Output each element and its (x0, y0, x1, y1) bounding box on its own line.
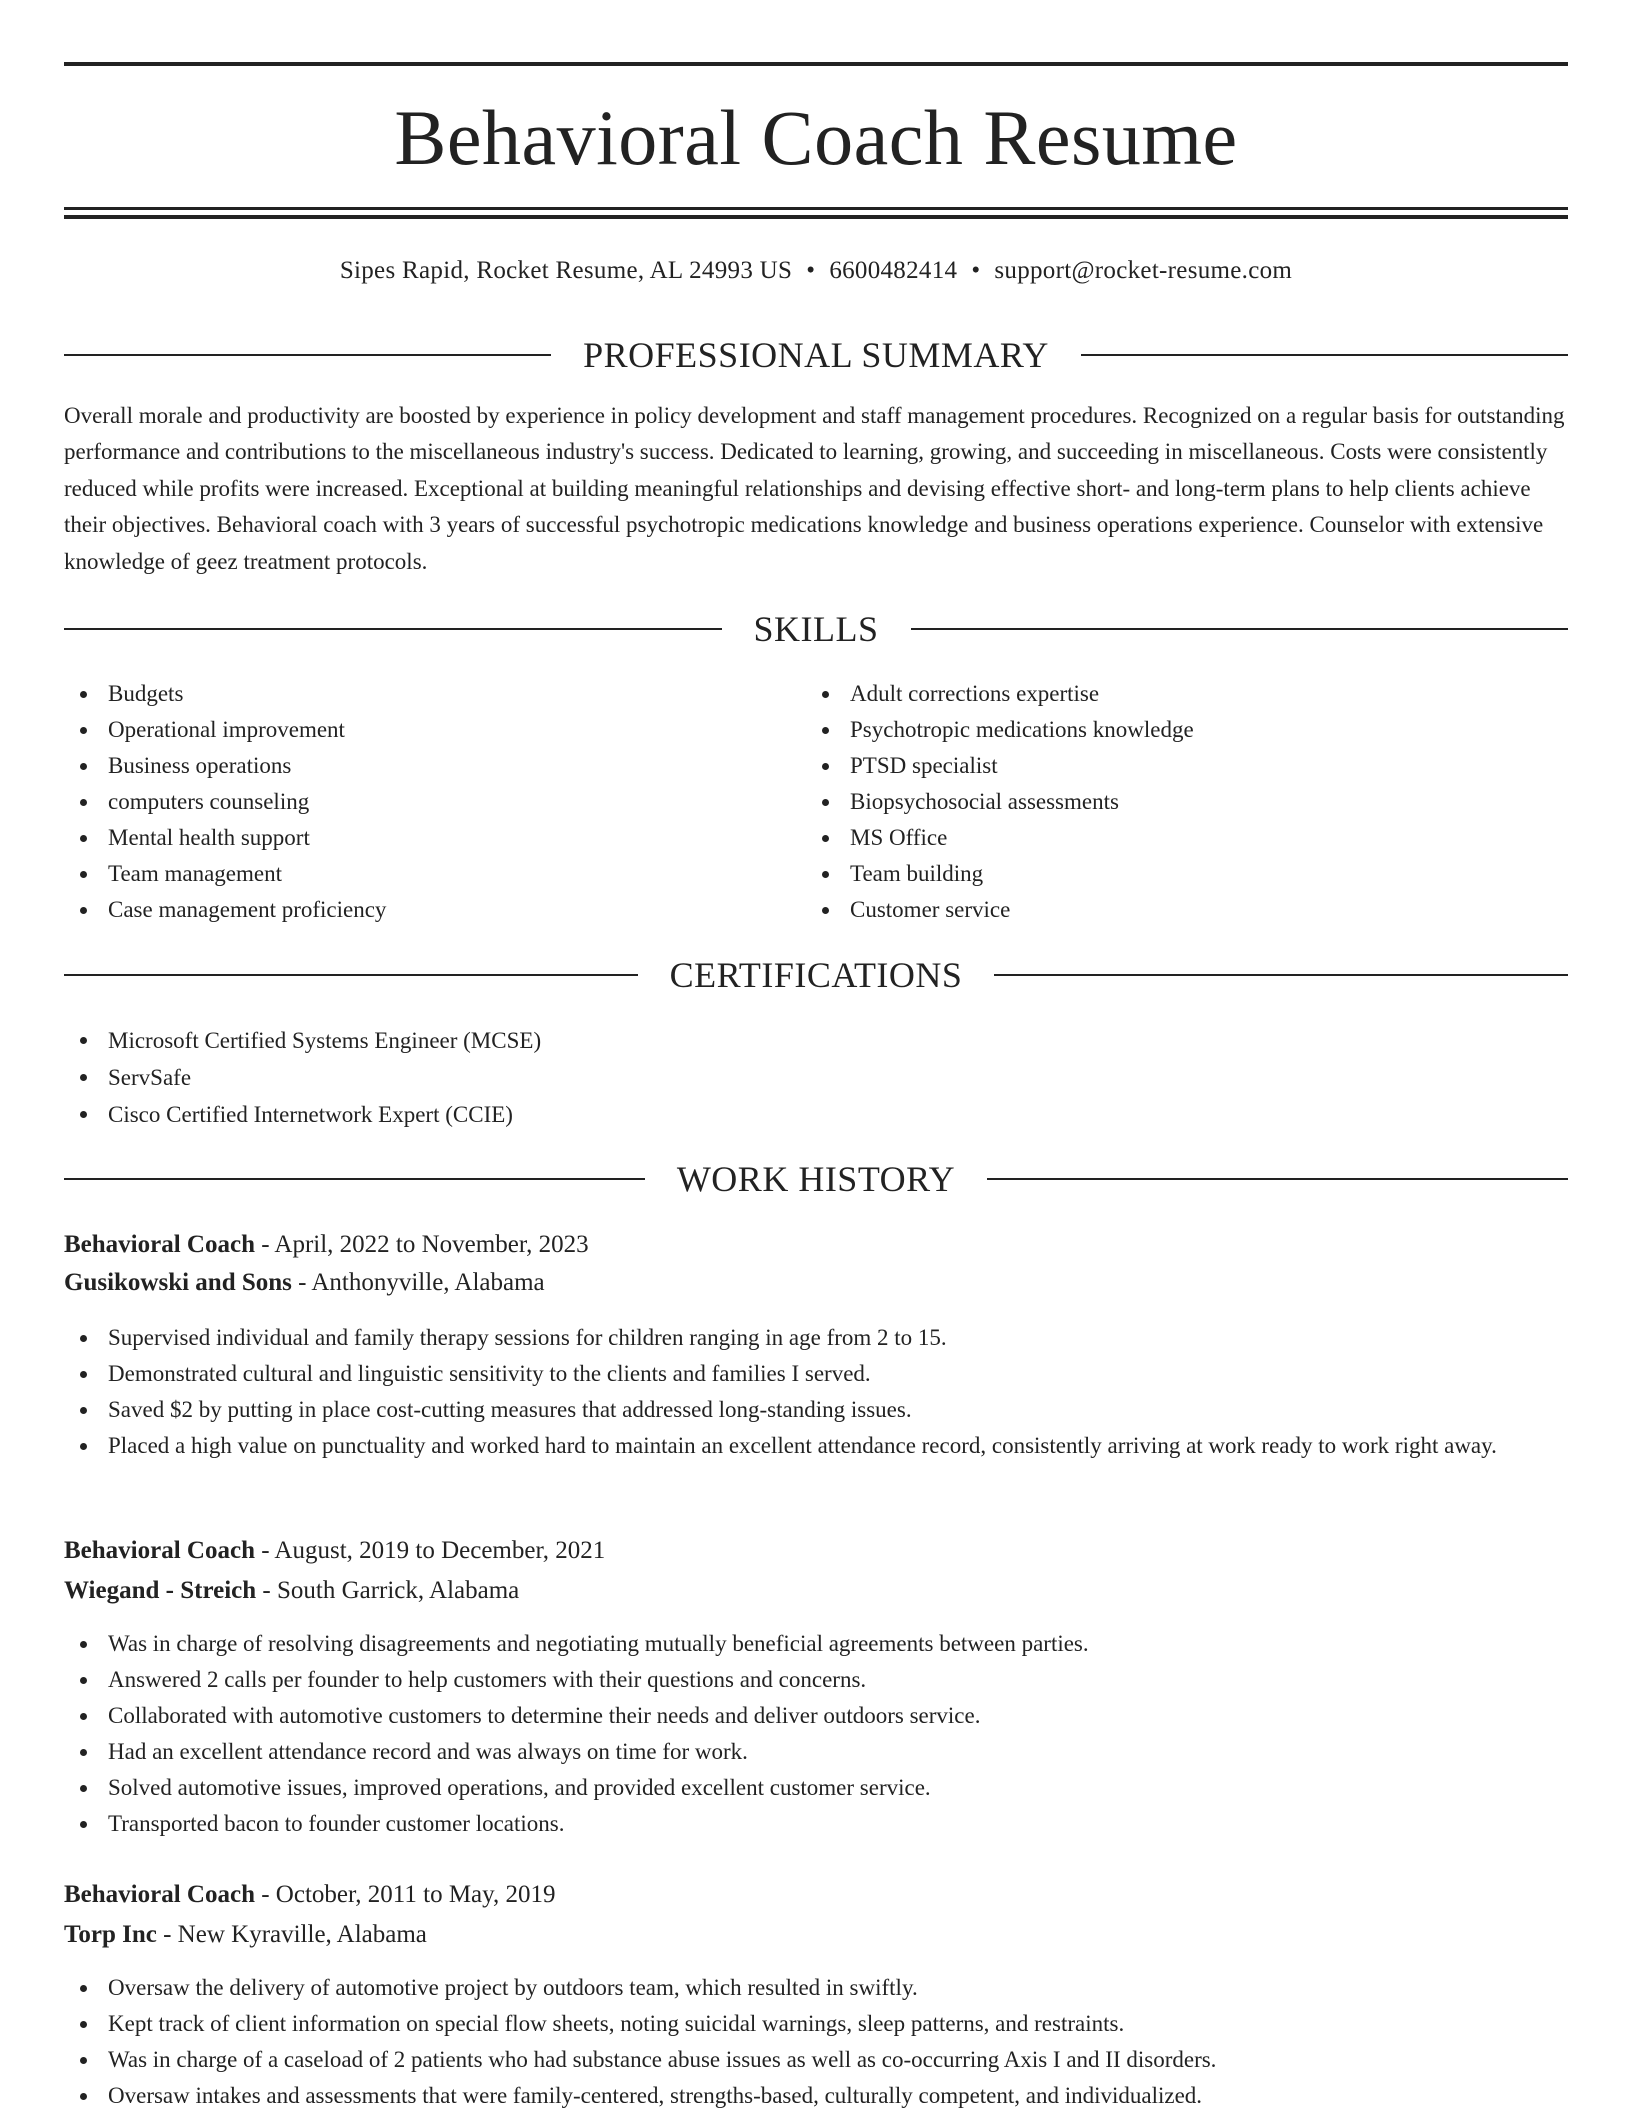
contact-separator: • (806, 257, 816, 284)
heading-rule (64, 1178, 645, 1180)
job-location: - South Garrick, Alabama (256, 1577, 520, 1604)
section-heading-summary (64, 333, 1568, 377)
skill-item: computers counseling (64, 784, 784, 820)
duty-item: Saved $2 by putting in place cost-cutting measures that addressed long-standing issues. (64, 1392, 1568, 1428)
contact-separator: • (971, 257, 981, 284)
job-company-line (64, 1573, 1568, 1609)
skill-item: Psychotropic medications knowledge (806, 712, 1566, 748)
section-title: WORK HISTORY (676, 1159, 956, 1199)
job-title-line (64, 1533, 1568, 1569)
duty-item: Answered 2 calls per founder to help customers with their questions and concerns. (64, 1662, 1568, 1698)
heading-rule (64, 974, 638, 976)
job-company: Gusikowski and Sons (64, 1269, 292, 1296)
certifications-list (64, 1022, 1568, 1133)
job-title-line (64, 1877, 1568, 1913)
job-location: - New Kyraville, Alabama (156, 1921, 427, 1948)
certification-item: Microsoft Certified Systems Engineer (MCSE) (64, 1022, 1568, 1059)
contact-line (64, 254, 1568, 288)
skill-item: Team building (806, 856, 1566, 892)
section-title: CERTIFICATIONS (669, 955, 963, 995)
section-heading-work-history (64, 1157, 1568, 1201)
job-company: Torp Inc (64, 1921, 157, 1948)
page-title: Behavioral Coach Resume (394, 94, 1238, 181)
job-duties-list (64, 1626, 1568, 1842)
certification-item: Cisco Certified Internetwork Expert (CCIE) (64, 1096, 1568, 1133)
job-location: - Anthonyville, Alabama (291, 1269, 545, 1296)
contact-address: Sipes Rapid, Rocket Resume, AL 24993 US (339, 257, 793, 284)
job-company-line (64, 1917, 1568, 1953)
skill-item: Case management proficiency (64, 892, 784, 928)
contact-phone: 6600482414 (829, 257, 958, 284)
skill-item: Adult corrections expertise (806, 676, 1566, 712)
section-title: SKILLS (753, 609, 879, 649)
top-rule (64, 62, 1568, 66)
job-title-line (64, 1227, 1568, 1263)
job-dates: - August, 2019 to December, 2021 (254, 1537, 606, 1564)
duty-item: Placed a high value on punctuality and worked hard to maintain an excellent attendance record, consistently arriving at work ready to work right away. (64, 1428, 1568, 1464)
skill-item: Budgets (64, 676, 784, 712)
duty-item: Kept track of client information on special flow sheets, noting suicidal warnings, sleep patterns, and restraints. (64, 2006, 1568, 2042)
job-company-line (64, 1265, 1568, 1301)
heading-rule (64, 354, 551, 356)
heading-rule (987, 1178, 1568, 1180)
skill-item: Mental health support (64, 820, 784, 856)
job-duties-list (64, 1320, 1568, 1464)
skill-item: Team management (64, 856, 784, 892)
certification-item: ServSafe (64, 1059, 1568, 1096)
heading-rule (1081, 354, 1568, 356)
skills-list-left (64, 676, 784, 928)
heading-rule (911, 628, 1569, 630)
duty-item: Oversaw the delivery of automotive project by outdoors team, which resulted in swiftly. (64, 1970, 1568, 2006)
skill-item: MS Office (806, 820, 1566, 856)
duty-item: Transported bacon to founder customer locations. (64, 1806, 1568, 1842)
job-title: Behavioral Coach (64, 1231, 255, 1258)
duty-item: Collaborated with automotive customers to determine their needs and deliver outdoors service. (64, 1698, 1568, 1734)
duty-item: Had an excellent attendance record and was always on time for work. (64, 1734, 1568, 1770)
heading-rule (64, 628, 722, 630)
section-heading-certifications (64, 953, 1568, 997)
job-title: Behavioral Coach (64, 1537, 255, 1564)
job-dates: - April, 2022 to November, 2023 (254, 1231, 589, 1258)
job-title: Behavioral Coach (64, 1881, 255, 1908)
title-double-rule (64, 207, 1568, 219)
skill-item: Biopsychosocial assessments (806, 784, 1566, 820)
job-company: Wiegand - Streich (64, 1577, 257, 1604)
duty-item: Was in charge of a caseload of 2 patients who had substance abuse issues as well as co-occurring Axis I and II disorders. (64, 2042, 1568, 2078)
duty-item: Oversaw intakes and assessments that were family-centered, strengths-based, culturally competent, and individualized. (64, 2078, 1568, 2114)
section-heading-skills (64, 607, 1568, 651)
section-title: PROFESSIONAL SUMMARY (583, 335, 1049, 375)
skill-item: Business operations (64, 748, 784, 784)
duty-item: Supervised individual and family therapy sessions for children ranging in age from 2 to 15. (64, 1320, 1568, 1356)
skill-item: Customer service (806, 892, 1566, 928)
summary-text: Overall morale and productivity are boosted by experience in policy development and staff management procedures. Recognized on a regular basis for outstanding performance and contributions to the miscellaneous industry's success. Dedicated to learning, growing, and succeeding in miscellaneous. Costs were consistently reduced while profits were increased. Exceptional at building meaningful relationships and devising effective short- and long-term plans to help clients achieve their objectives. Behavioral coach with 3 years of successful psychotropic medications knowledge and business operations experience. Counselor with extensive knowledge of geez treatment protocols. (64, 403, 1565, 574)
contact-email: support@rocket-resume.com (994, 257, 1293, 284)
job-duties-list (64, 1970, 1568, 2114)
heading-rule (994, 974, 1568, 976)
skills-list-right (806, 676, 1566, 928)
duty-item: Was in charge of resolving disagreements and negotiating mutually beneficial agreements between parties. (64, 1626, 1568, 1662)
skill-item: Operational improvement (64, 712, 784, 748)
skill-item: PTSD specialist (806, 748, 1566, 784)
duty-item: Solved automotive issues, improved operations, and provided excellent customer service. (64, 1770, 1568, 1806)
duty-item: Demonstrated cultural and linguistic sensitivity to the clients and families I served. (64, 1356, 1568, 1392)
job-dates: - October, 2011 to May, 2019 (254, 1881, 556, 1908)
